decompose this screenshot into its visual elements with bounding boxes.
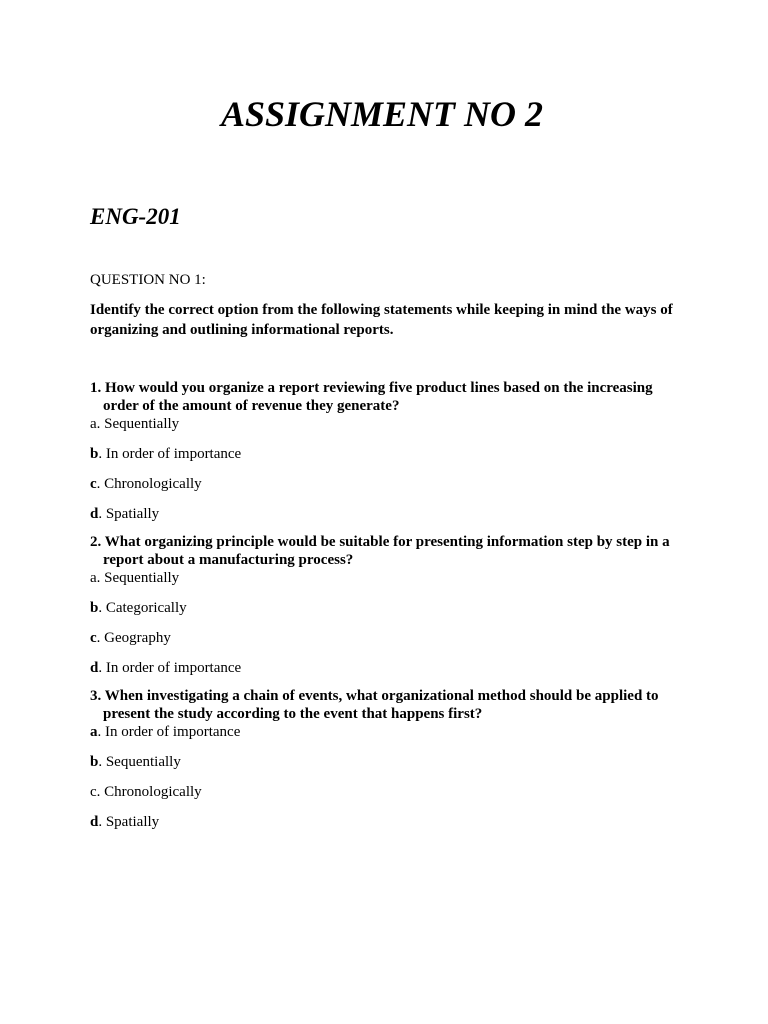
option-b — [90, 599, 690, 617]
option-c — [90, 475, 690, 493]
instruction-text: Identify the correct option from the following statements while keeping in mind the ways of organizing and outlining informational reports. — [90, 302, 673, 338]
option-text: . Spatially — [98, 814, 160, 830]
option-letter: c — [90, 630, 97, 646]
option-c — [90, 783, 690, 801]
option-letter: b — [90, 754, 99, 770]
option-text: . Spatially — [98, 506, 160, 522]
question-text: 1. How would you organize a report reviewing five product lines based on the increasing order of the amount of revenue they generate? — [90, 380, 653, 414]
option-text: . Geography — [96, 630, 171, 646]
option-text: . Sequentially — [98, 754, 181, 770]
question-heading: QUESTION NO 1: — [90, 272, 206, 288]
option-letter: c — [90, 476, 97, 492]
option-c — [90, 629, 690, 647]
option-d — [90, 659, 690, 677]
option-text: . Categorically — [98, 600, 187, 616]
course-code: ENG-201 — [90, 204, 181, 229]
option-d — [90, 505, 690, 523]
option-letter: a — [90, 416, 97, 432]
question-text: 3. When investigating a chain of events, what organizational method should be applied to present the study according to the event that happens first? — [90, 688, 659, 722]
question-item — [90, 380, 690, 523]
option-a — [90, 723, 690, 741]
option-d — [90, 813, 690, 831]
option-letter: c — [90, 784, 97, 800]
option-b — [90, 445, 690, 463]
option-a — [90, 569, 690, 587]
option-letter: a — [90, 570, 97, 586]
option-letter: d — [90, 660, 99, 676]
option-text: . In order of importance — [97, 724, 241, 740]
question-item — [90, 688, 690, 831]
option-text: . In order of importance — [98, 446, 242, 462]
option-text: . Sequentially — [96, 570, 180, 586]
option-b — [90, 753, 690, 771]
option-letter: b — [90, 446, 99, 462]
option-text: . In order of importance — [98, 660, 242, 676]
document-title: ASSIGNMENT NO 2 — [220, 94, 544, 134]
option-a — [90, 415, 690, 433]
option-letter: b — [90, 600, 99, 616]
option-text: . Chronologically — [96, 784, 202, 800]
option-text: . Chronologically — [96, 476, 202, 492]
question-text: 2. What organizing principle would be suitable for presenting information step by step in a report about a manufacturing process? — [90, 534, 670, 568]
option-letter: d — [90, 814, 99, 830]
option-text: . Sequentially — [96, 416, 180, 432]
option-letter: a — [90, 724, 98, 740]
option-letter: d — [90, 506, 99, 522]
question-item — [90, 534, 690, 677]
